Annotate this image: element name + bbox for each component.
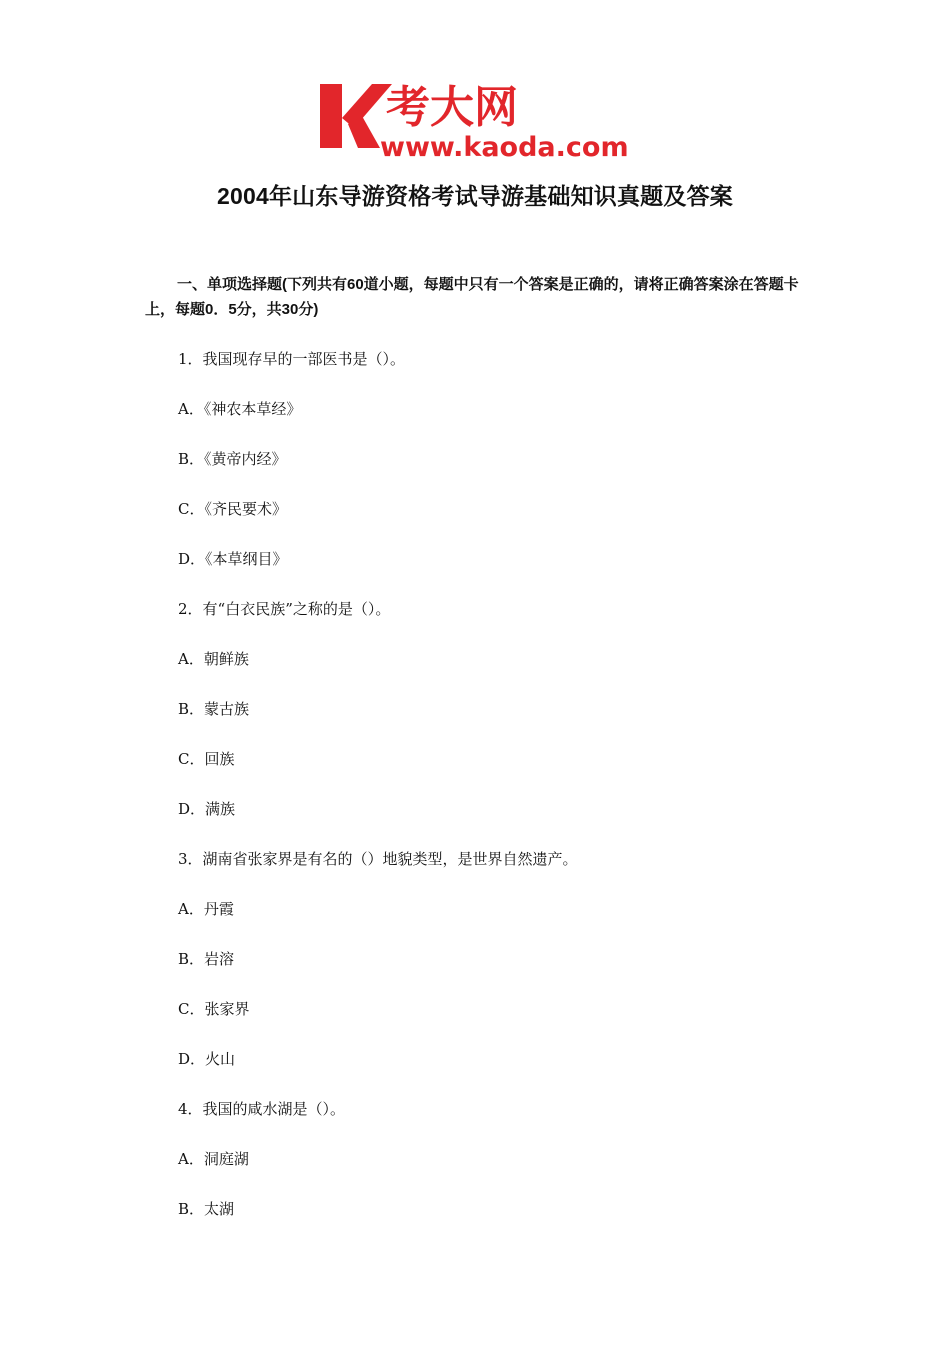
question-stem: 3．湖南省张家界是有名的（）地貌类型，是世界自然遗产。 [178,850,578,868]
option-item: D．满族 [178,800,236,818]
option-item: B．《黄帝内经》 [178,450,287,468]
option-item: A．丹霞 [178,900,234,918]
option-item: D．火山 [178,1050,236,1068]
kaoda-logo [318,74,640,160]
document-title: 2004年山东导游资格考试导游基础知识真题及答案 [217,183,733,209]
option-item: C．《齐民要术》 [178,500,287,518]
option-item: B．岩溶 [178,950,235,968]
section-heading: 一、单项选择题(下列共有60道小题，每题中只有一个答案是正确的，请将正确答案涂在答题卡上，每题0．5分，共30分) [145,276,799,318]
option-item: A．朝鲜族 [178,650,249,668]
question-stem: 4．我国的咸水湖是（）。 [178,1100,346,1118]
logo-k-arm [342,84,392,128]
logo-url-text: www.kaoda.com [380,132,629,160]
option-item: A．《神农本草经》 [178,400,302,418]
option-item: C．张家界 [178,1000,250,1018]
question-stem: 2．有“白衣民族”之称的是（）。 [178,600,391,618]
option-item: C．回族 [178,750,235,768]
logo-k-stem [320,84,342,148]
logo-brand-text: 考大网 [386,82,518,133]
option-item: B．太湖 [178,1200,235,1218]
option-item: A．洞庭湖 [178,1150,249,1168]
question-stem: 1．我国现存早的一部医书是（）。 [178,350,406,368]
kaoda-logo-graphic [318,74,640,160]
option-item: B．蒙古族 [178,700,250,718]
option-item: D．《本草纲目》 [178,550,288,568]
